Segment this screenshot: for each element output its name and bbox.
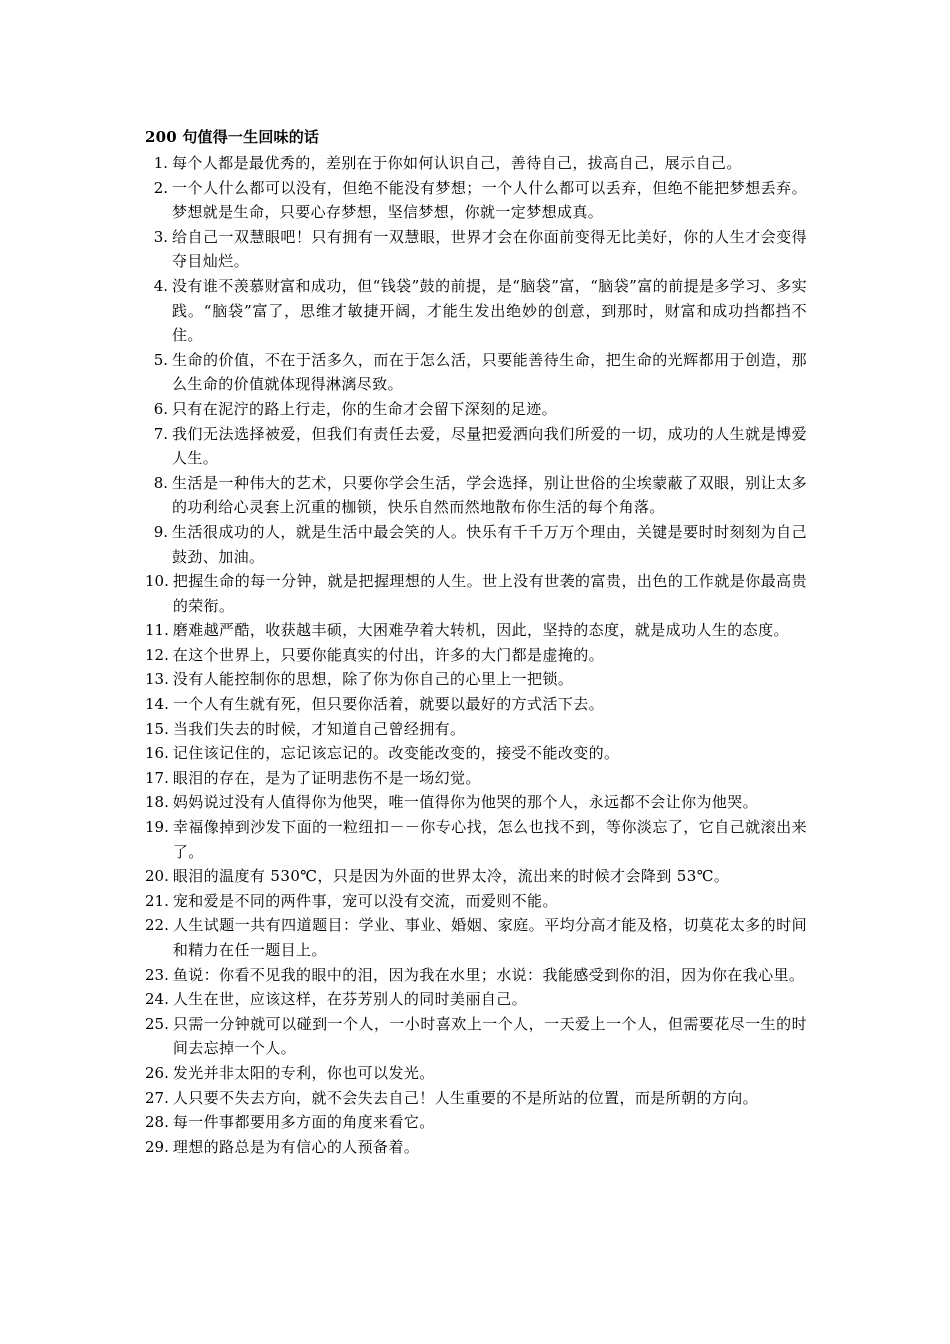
- list-item: [145, 520, 807, 569]
- list-item-text: 幸福像掉到沙发下面的一粒纽扣－－你专心找，怎么也找不到，等你淡忘了，它自己就滚出来了。: [172, 818, 807, 861]
- list-item: [145, 397, 807, 422]
- list-item-text: 在这个世界上，只要你能真实的付出，许多的大门都是虚掩的。: [172, 645, 605, 664]
- list-item: [145, 889, 807, 914]
- list-item-text: 发光并非太阳的专利，你也可以发光。: [172, 1063, 435, 1082]
- list-item-number: 22.: [145, 916, 169, 935]
- list-item-number: 20.: [145, 867, 169, 886]
- list-item-number: 25.: [145, 1014, 169, 1033]
- list-item: [145, 692, 807, 717]
- list-item-number: 6.: [153, 399, 168, 418]
- list-item-number: 7.: [153, 424, 168, 443]
- list-item-number: 26.: [145, 1063, 169, 1082]
- list-item-text: 妈妈说过没有人值得你为他哭，唯一值得你为他哭的那个人，永远都不会让你为他哭。: [172, 793, 759, 812]
- list-item-text: 磨难越严酷，收获越丰硕，大困难孕着大转机，因此，坚持的态度，就是成功人生的态度。: [172, 621, 789, 640]
- list-item: [145, 274, 807, 348]
- list-item: [145, 176, 807, 225]
- list-item-number: 12.: [145, 645, 169, 664]
- list-item-text: 把握生命的每一分钟，就是把握理想的人生。世上没有世袭的富贵，出色的工作就是你最高贵的荣衔。: [172, 572, 807, 615]
- list-item-number: 13.: [145, 670, 169, 689]
- list-item-number: 23.: [145, 965, 169, 984]
- list-item-number: 27.: [145, 1088, 169, 1107]
- list-item-number: 29.: [145, 1137, 169, 1156]
- list-item: [145, 766, 807, 791]
- list-item: [145, 618, 807, 643]
- list-item: [145, 790, 807, 815]
- list-item-text: 生活很成功的人，就是生活中最会笑的人。快乐有千千万万个理由，关键是要时时刻刻为自己鼓劲、加油。: [172, 522, 807, 566]
- list-item: [145, 1086, 807, 1111]
- list-item-number: 9.: [153, 522, 168, 541]
- list-item-number: 11.: [145, 621, 169, 640]
- list-item-text: 没有人能控制你的思想，除了你为你自己的心里上一把锁。: [172, 670, 574, 689]
- list-item-number: 14.: [145, 695, 169, 714]
- list-item-number: 28.: [145, 1113, 169, 1132]
- list-item-number: 10.: [145, 572, 169, 591]
- list-item: [145, 913, 807, 962]
- list-item-number: 18.: [145, 793, 169, 812]
- list-item: [145, 643, 807, 668]
- list-item-number: 2.: [153, 178, 168, 197]
- list-item-text: 给自己一双慧眼吧！只有拥有一双慧眼，世界才会在你面前变得无比美好，你的人生才会变得夺目灿烂。: [172, 227, 807, 271]
- list-item-text: 人生在世，应该这样，在芬芳别人的同时美丽自己。: [172, 990, 528, 1009]
- list-item-text: 记住该记住的，忘记该忘记的。改变能改变的，接受不能改变的。: [172, 744, 620, 763]
- list-item: [145, 717, 807, 742]
- list-item: [145, 1135, 807, 1160]
- list-item-text: 鱼说：你看不见我的眼中的泪，因为我在水里；水说：我能感受到你的泪，因为你在我心里。: [172, 965, 805, 984]
- list-item: [145, 667, 807, 692]
- list-item: [145, 151, 807, 176]
- list-item-number: 5.: [153, 350, 168, 369]
- list-item-text: 我们无法选择被爱，但我们有责任去爱，尽量把爱洒向我们所爱的一切，成功的人生就是博爱人生。: [172, 424, 807, 468]
- list-item-text: 眼泪的温度有 530℃，只是因为外面的世界太冷，流出来的时候才会降到 53℃。: [172, 867, 730, 886]
- list-item: [145, 987, 807, 1012]
- list-item: [145, 471, 807, 520]
- list-item-number: 19.: [145, 818, 169, 837]
- list-item-number: 16.: [145, 744, 169, 763]
- list-item-number: 17.: [145, 768, 169, 787]
- list-item-text: 生活是一种伟大的艺术，只要你学会生活，学会选择，别让世俗的尘埃蒙蔽了双眼，别让太多的功利给心灵套上沉重的枷锁，快乐自然而然地散布你生活的每个角落。: [172, 473, 807, 517]
- list-item-text: 只需一分钟就可以碰到一个人，一小时喜欢上一个人，一天爱上一个人，但需要花尽一生的时间去忘掉一个人。: [172, 1014, 807, 1058]
- quote-list: [145, 151, 807, 1159]
- list-item-text: 每一件事都要用多方面的角度来看它。: [172, 1113, 435, 1132]
- list-item-number: 3.: [153, 227, 168, 246]
- list-item: [145, 864, 807, 889]
- list-item-number: 8.: [153, 473, 168, 492]
- list-item-text: 生命的价值，不在于活多久，而在于怎么活，只要能善待生命，把生命的光辉都用于创造，那么生命的价值就体现得淋漓尽致。: [172, 350, 807, 394]
- document-page: [145, 126, 807, 1159]
- list-item: [145, 1012, 807, 1061]
- list-item: [145, 741, 807, 766]
- list-item-number: 1.: [153, 154, 168, 172]
- list-item: [145, 815, 807, 864]
- list-item: [145, 963, 807, 988]
- list-item-text: 一个人什么都可以没有，但绝不能没有梦想；一个人什么都可以丢弃，但绝不能把梦想丢弃。梦想就是生命，只要心存梦想，坚信梦想，你就一定梦想成真。: [172, 178, 807, 222]
- document-title: 200 句值得一生回味的话: [145, 128, 320, 146]
- list-item-number: 21.: [145, 891, 169, 910]
- list-item-number: 15.: [145, 719, 169, 738]
- list-item-text: 人只要不失去方向，就不会失去自己！人生重要的不是所站的位置，而是所朝的方向。: [172, 1088, 759, 1107]
- list-item-text: 只有在泥泞的路上行走，你的生命才会留下深刻的足迹。: [172, 399, 558, 418]
- list-item-text: 一个人有生就有死，但只要你活着，就要以最好的方式活下去。: [172, 695, 605, 714]
- list-item-text: 眼泪的存在，是为了证明悲伤不是一场幻觉。: [172, 768, 481, 787]
- list-item: [145, 1061, 807, 1086]
- list-item-text: 每个人都是最优秀的，差别在于你如何认识自己，善待自己，拔高自己，展示自己。: [172, 154, 742, 172]
- list-item-text: 宠和爱是不同的两件事，宠可以没有交流，而爱则不能。: [172, 891, 558, 910]
- list-item-text: 理想的路总是为有信心的人预备着。: [172, 1137, 420, 1156]
- list-item: [145, 1110, 807, 1135]
- list-item: [145, 569, 807, 618]
- list-item: [145, 225, 807, 274]
- list-item-number: 4.: [153, 276, 168, 295]
- list-item-text: 当我们失去的时候，才知道自己曾经拥有。: [172, 719, 466, 738]
- list-item: [145, 348, 807, 397]
- list-item-text: 没有谁不羡慕财富和成功，但“钱袋”鼓的前提，是“脑袋”富，“脑袋”富的前提是多学习、多实践。“脑袋”富了，思维才敏捷开阔，才能生发出绝妙的创意，到那时，财富和成功挡都挡不住。: [172, 276, 807, 345]
- list-item-number: 24.: [145, 990, 169, 1009]
- list-item: [145, 422, 807, 471]
- list-item-text: 人生试题一共有四道题目：学业、事业、婚姻、家庭。平均分高才能及格，切莫花太多的时间和精力在任一题目上。: [172, 916, 807, 959]
